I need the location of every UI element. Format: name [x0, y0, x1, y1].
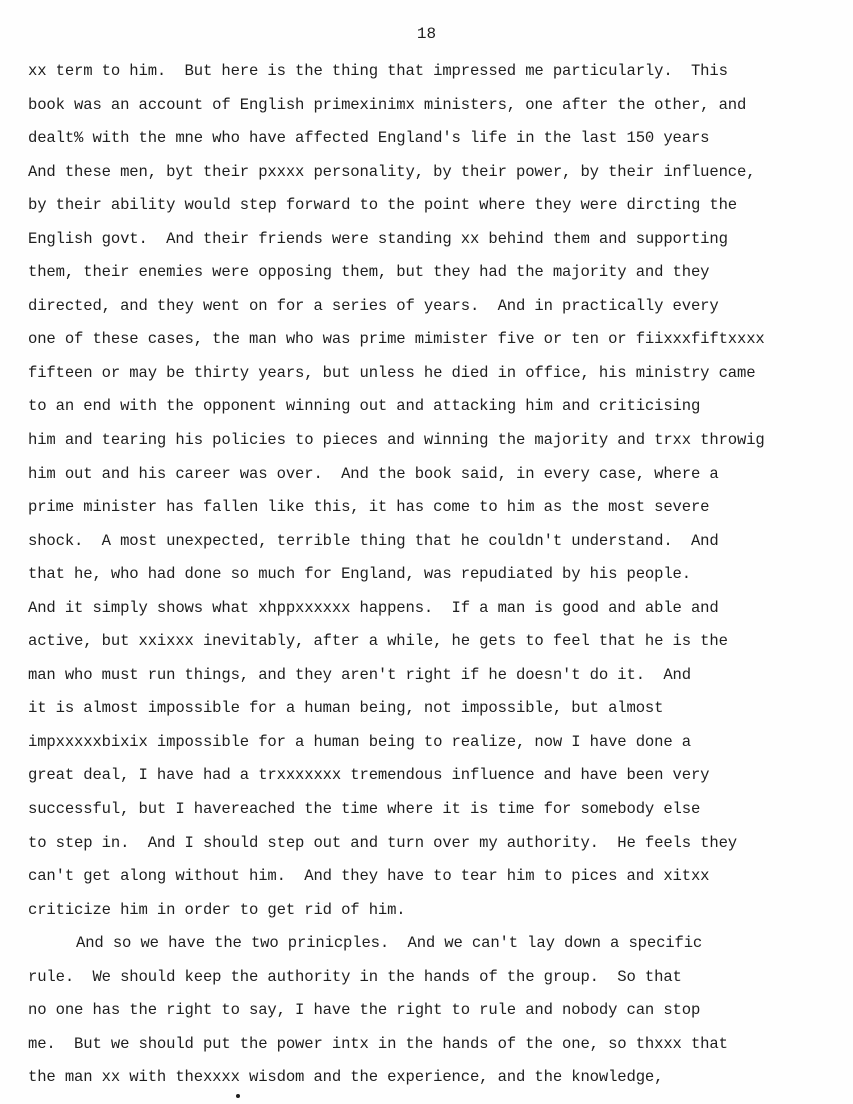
ink-dot	[236, 1094, 240, 1098]
text-line: great deal, I have had a trxxxxxxx tremendous influence and have been very	[28, 766, 710, 785]
text-line: no one has the right to say, I have the right to rule and nobody can stop	[28, 1001, 701, 1020]
text-line: one of these cases, the man who was prime mimister five or ten or fiixxxfiftxxxx	[28, 330, 765, 349]
text-line: to step in. And I should step out and turn over my authority. He feels they	[28, 833, 737, 852]
text-line: shock. A most unexpected, terrible thing that he couldn't understand. And	[28, 531, 719, 550]
text-line: book was an account of English primexinimx ministers, one after the other, and	[28, 95, 747, 114]
text-line: me. But we should put the power intx in the hands of the one, so thxxx that	[28, 1034, 728, 1053]
text-line: him out and his career was over. And the book said, in every case, where a	[28, 464, 719, 483]
text-line: fifteen or may be thirty years, but unless he died in office, his ministry came	[28, 363, 756, 382]
text-line: xx term to him. But here is the thing that impressed me particularly. This	[28, 62, 728, 80]
text-line: it is almost impossible for a human being, not impossible, but almost	[28, 699, 664, 718]
text-line: impxxxxxbixix impossible for a human being to realize, now I have done a	[28, 732, 691, 751]
text-line: him and tearing his policies to pieces and winning the majority and trxx throwig	[28, 431, 765, 450]
text-line: And it simply shows what xhppxxxxxx happens. If a man is good and able and	[28, 598, 719, 617]
text-line: successful, but I havereached the time where it is time for somebody else	[28, 800, 701, 819]
text-line: active, but xxixxx inevitably, after a while, he gets to feel that he is the	[28, 632, 728, 651]
text-line: dealt% with the mne who have affected England's life in the last 150 years	[28, 129, 710, 148]
text-line: to an end with the opponent winning out and attacking him and criticising	[28, 397, 701, 416]
page-number: 18	[416, 25, 437, 43]
paragraph-start-line: And so we have the two prinicples. And we can't lay down a specific	[76, 934, 703, 953]
text-line: rule. We should keep the authority in the hands of the group. So that	[28, 967, 682, 986]
text-line: directed, and they went on for a series of years. And in practically every	[28, 296, 719, 315]
text-line: English govt. And their friends were standing xx behind them and supporting	[28, 229, 728, 248]
text-line: man who must run things, and they aren't right if he doesn't do it. And	[28, 665, 691, 684]
text-line: criticize him in order to get rid of him.	[28, 900, 406, 919]
text-line: that he, who had done so much for England, was repudiated by his people.	[28, 565, 691, 584]
text-line: by their ability would step forward to the point where they were dircting the	[28, 196, 737, 215]
page-body	[28, 57, 833, 1097]
text-line: And these men, byt their pxxxx personality, by their power, by their influence,	[28, 162, 756, 181]
text-line: can't get along without him. And they have to tear him to pices and xitxx	[28, 867, 710, 886]
text-line: them, their enemies were opposing them, but they had the majority and they	[28, 263, 710, 282]
text-line: the man xx with thexxxx wisdom and the experience, and the knowledge,	[28, 1068, 664, 1087]
text-line: prime minister has fallen like this, it has come to him as the most severe	[28, 498, 710, 517]
